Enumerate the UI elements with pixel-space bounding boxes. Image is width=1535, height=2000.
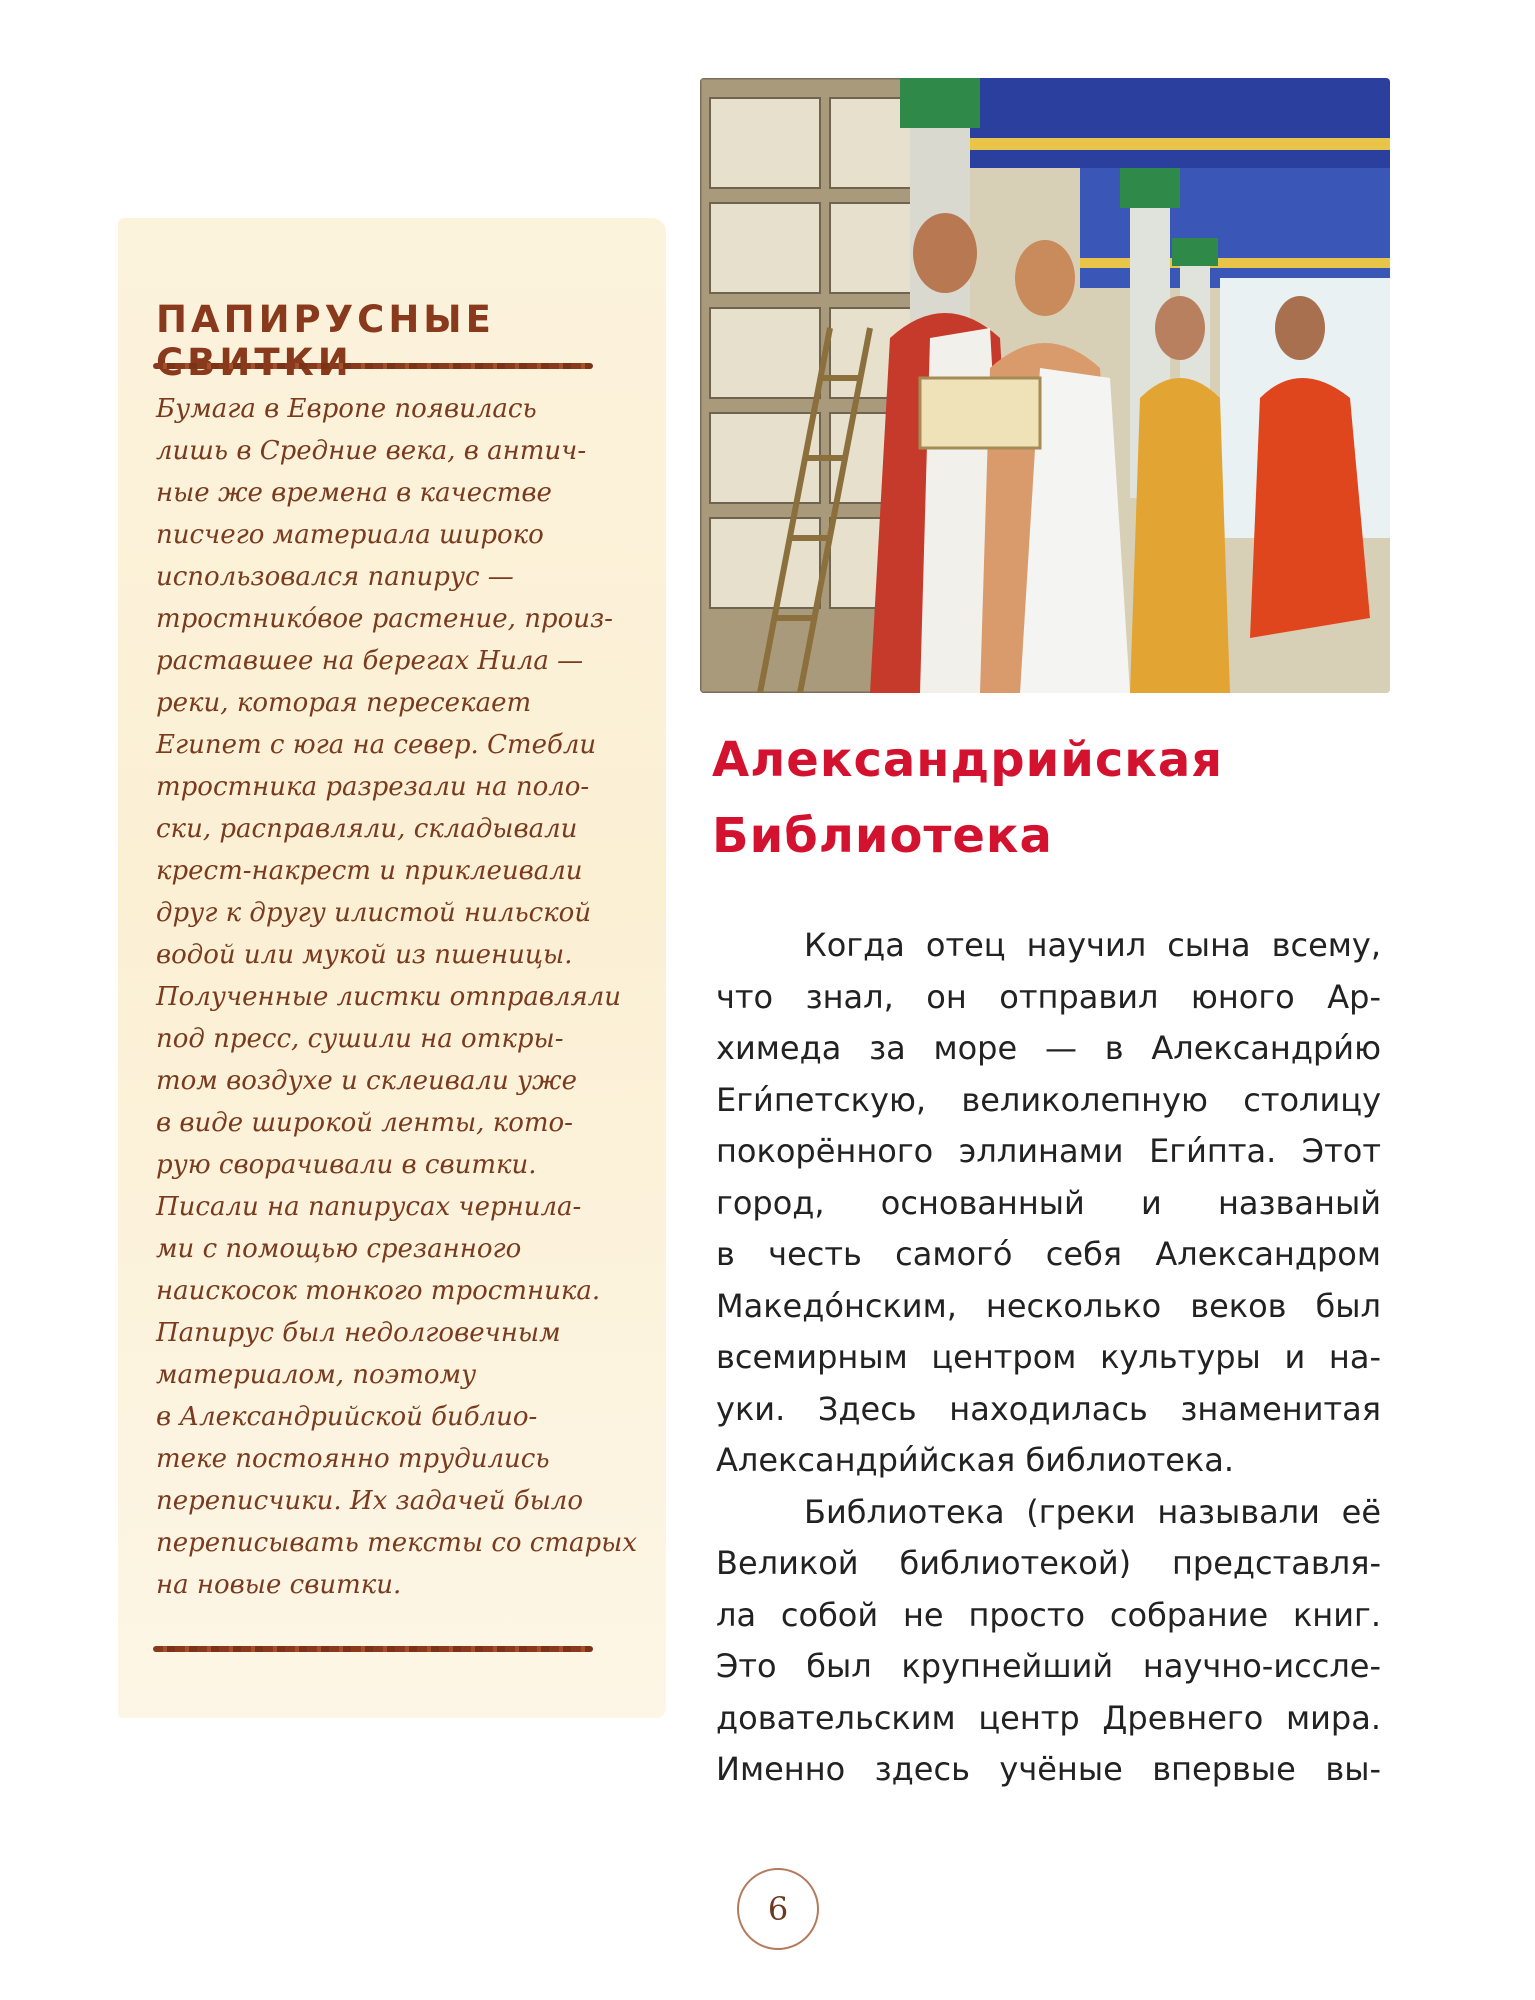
article-heading	[712, 722, 1392, 874]
article-line: Александри́йская библиотека.	[716, 1441, 1234, 1479]
library-illustration	[700, 78, 1390, 693]
sidebar-line: переписывать тексты со старых	[156, 1528, 637, 1558]
sidebar-line: теке постоянно трудились	[156, 1444, 550, 1474]
sidebar-line: под пресс, сушили на откры-	[156, 1024, 564, 1054]
article-line: Македо́нским, несколько веков был	[716, 1286, 1381, 1325]
article-heading-line-1: Александрийская	[712, 732, 1224, 788]
sidebar-line: Писали на папирусах чернила-	[156, 1192, 582, 1222]
sidebar-line: тростнико́вое растение, произ-	[156, 604, 613, 634]
sidebar-line: материалом, поэтому	[156, 1360, 477, 1390]
sidebar-text	[156, 388, 637, 1606]
sidebar-line: водой или мукой из пшеницы.	[156, 940, 573, 970]
sidebar-line: на новые свитки.	[156, 1570, 402, 1600]
article-line: Когда отец научил сына всему,	[804, 926, 1381, 964]
article-line: Именно здесь учёные впервые вы-	[716, 1750, 1381, 1788]
sidebar-line: в виде широкой ленты, кото-	[156, 1108, 573, 1138]
sidebar-line: Папирус был недолговечным	[156, 1318, 561, 1348]
sidebar-title: ПАПИРУСНЫЕ	[156, 298, 495, 341]
article-line: довательским центр Древнего мира.	[716, 1698, 1381, 1737]
sidebar-bottom-divider	[153, 1646, 593, 1652]
sidebar-line: крест-накрест и приклеивали	[156, 856, 583, 886]
article-line: уки. Здесь находилась знаменитая	[716, 1389, 1381, 1428]
sidebar-line: реки, которая пересекает	[156, 688, 532, 718]
page-number: 6	[737, 1868, 819, 1950]
article-line: Это был крупнейший научно-иссле-	[716, 1647, 1381, 1685]
sidebar-line: раставшее на берегах Нила —	[156, 646, 584, 676]
sidebar-line: лишь в Средние века, в антич-	[156, 436, 587, 466]
sidebar-line: наискосок тонкого тростника.	[156, 1276, 601, 1306]
article-line: химеда за море — в Александри́ю	[716, 1029, 1381, 1067]
article-line: Еги́петскую, великолепную столицу	[716, 1080, 1381, 1119]
sidebar-line: в Александрийской библио-	[156, 1402, 538, 1432]
article-line: всемирным центром культуры и на-	[716, 1338, 1381, 1376]
sidebar-line: том воздухе и склеивали уже	[156, 1066, 577, 1096]
sidebar-line: писчего материала широко	[156, 520, 544, 550]
article-line: в честь самого́ себя Александром	[716, 1235, 1381, 1273]
sidebar-line: Египет с юга на север. Стебли	[156, 730, 597, 760]
sidebar-line: использовался папирус —	[156, 562, 514, 592]
sidebar-line: Полученные листки отправляли	[156, 982, 622, 1012]
library-scene-image	[700, 78, 1390, 693]
article-heading-line-2: Библиотека	[712, 808, 1053, 864]
sidebar-line: ми с помощью срезанного	[156, 1234, 522, 1264]
article-line: город, основанный и названый	[716, 1183, 1381, 1222]
sidebar-line: друг к другу илистой нильской	[156, 898, 592, 928]
sidebar-line: переписчики. Их задачей было	[156, 1486, 584, 1516]
article-line: Библиотека (греки называли её	[804, 1492, 1381, 1531]
sidebar-line: рую сворачивали в свитки.	[156, 1150, 537, 1180]
article-body	[716, 920, 1381, 1796]
article-line: ла собой не просто собрание книг.	[716, 1595, 1381, 1634]
sidebar-line: Бумага в Европе появилась	[156, 394, 537, 424]
sidebar-top-divider	[153, 363, 593, 369]
sidebar-line: тростника разрезали на поло-	[156, 772, 590, 802]
article-line: покорённого эллинами Еги́пта. Этот	[716, 1132, 1381, 1170]
sidebar-papyrus-note	[118, 218, 666, 1718]
sidebar-line: ные же времена в качестве	[156, 478, 552, 508]
article-line: Великой библиотекой) представля-	[716, 1544, 1381, 1582]
sidebar-line: ски, расправляли, складывали	[156, 814, 578, 844]
article-line: что знал, он отправил юного Ар-	[716, 977, 1381, 1016]
